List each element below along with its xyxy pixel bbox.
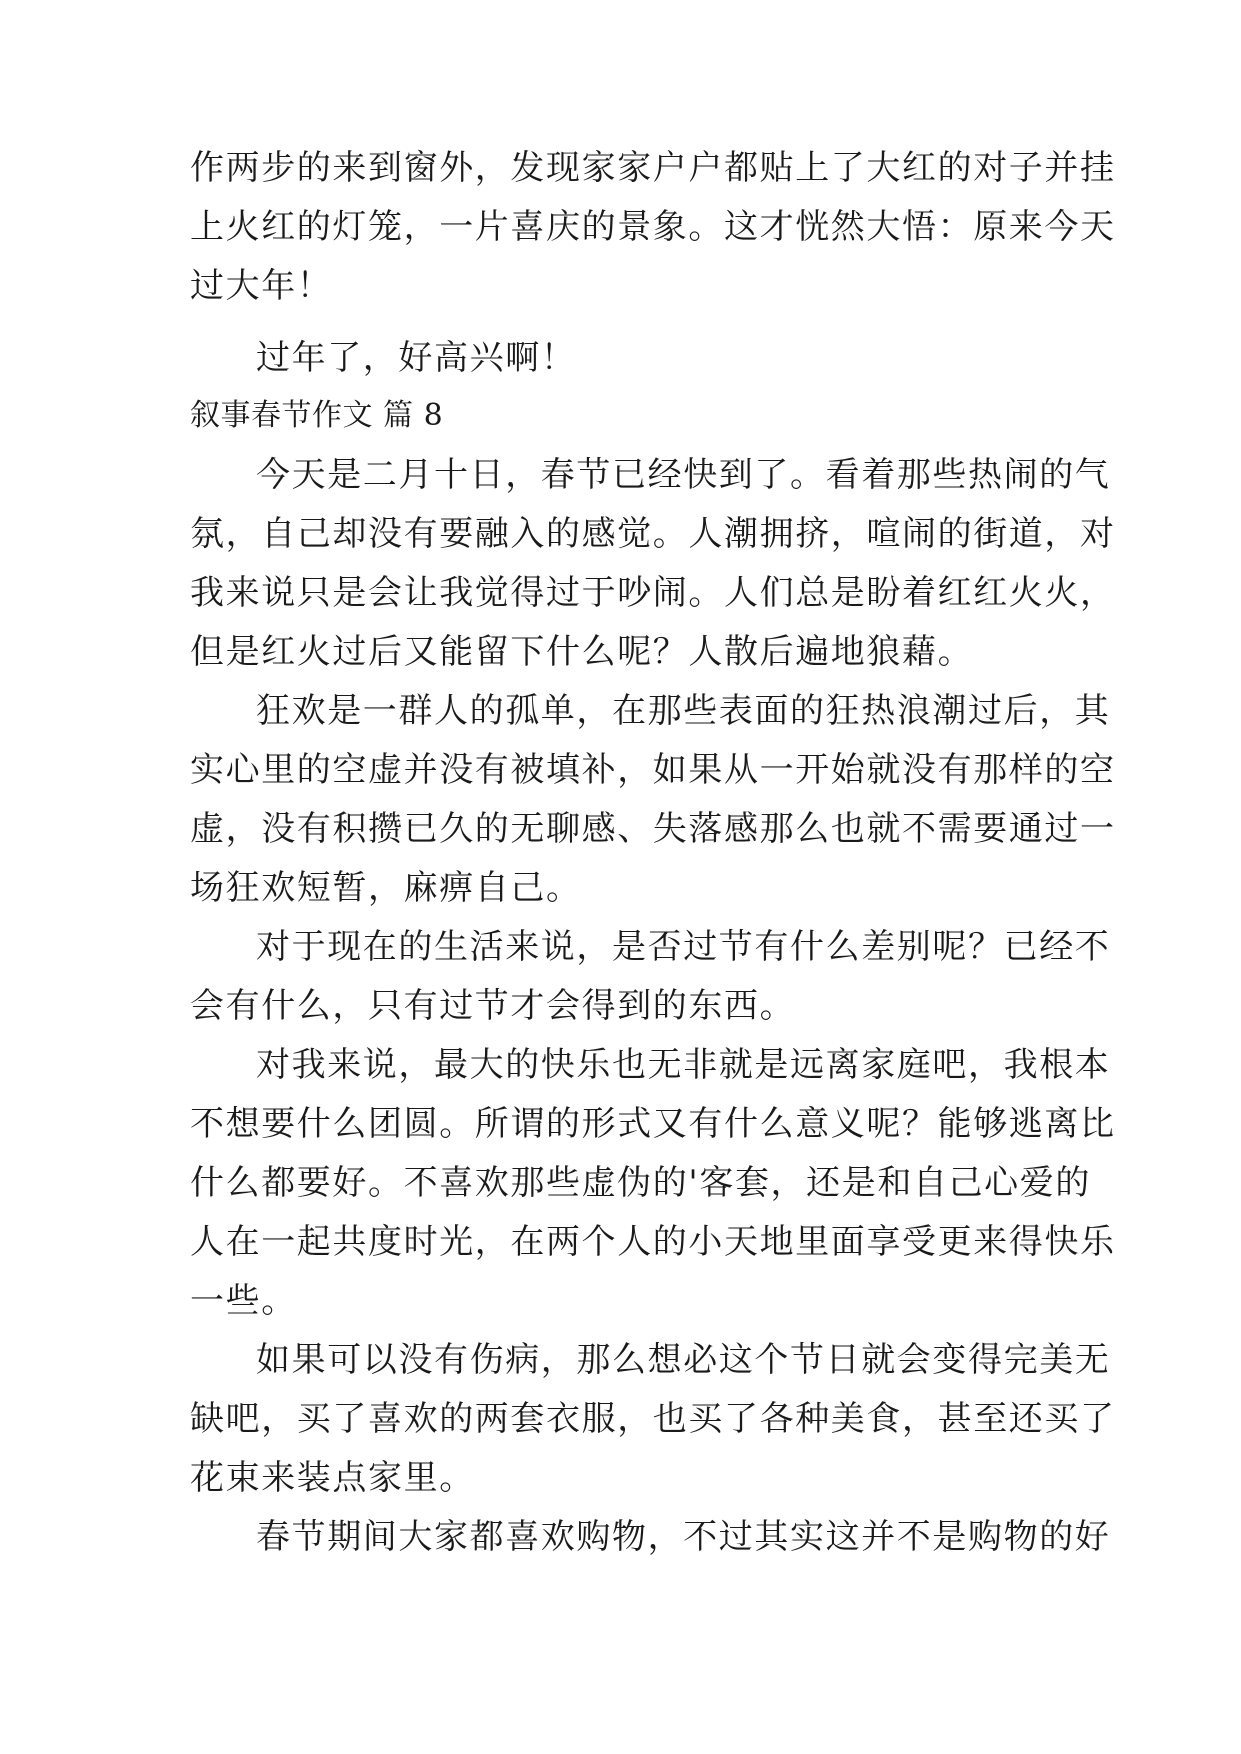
text-line: 我来说只是会让我觉得过于吵闹。人们总是盼着红红火火， [190,573,1116,613]
text-line: 氛，自己却没有要融入的感觉。人潮拥挤，喧闹的街道，对 [190,514,1116,554]
text-line: 上火红的灯笼，一片喜庆的景象。这才恍然大悟：原来今天 [190,207,1116,247]
text-line: 对我来说，最大的快乐也无非就是远离家庭吧，我根本 [256,1045,1111,1085]
text-line: 如果可以没有伤病，那么想必这个节日就会变得完美无 [256,1340,1111,1380]
text-line: 对于现在的生活来说，是否过节有什么差别呢？已经不 [256,927,1111,967]
text-line: 狂欢是一群人的孤单，在那些表面的狂热浪潮过后，其 [256,691,1111,731]
text-line: 实心里的空虚并没有被填补，如果从一开始就没有那样的空 [190,750,1116,790]
text-line: 人在一起共度时光，在两个人的小天地里面享受更来得快乐 [190,1222,1116,1262]
text-line: 不想要什么团圆。所谓的形式又有什么意义呢？能够逃离比 [190,1104,1116,1144]
text-line: 什么都要好。不喜欢那些虚伪的'客套，还是和自己心爱的 [190,1163,1091,1203]
text-line: 一些。 [190,1281,297,1321]
text-line: 花束来装点家里。 [190,1458,475,1498]
text-line: 今天是二月十日，春节已经快到了。看着那些热闹的气 [256,455,1111,495]
text-line: 春节期间大家都喜欢购物，不过其实这并不是购物的好 [256,1517,1111,1557]
text-line: 作两步的来到窗外，发现家家户户都贴上了大红的对子并挂 [190,148,1116,188]
text-line: 会有什么，只有过节才会得到的东西。 [190,986,796,1026]
text-line: 过年了，好高兴啊！ [256,338,577,378]
text-line: 缺吧，买了喜欢的两套衣服，也买了各种美食，甚至还买了 [190,1399,1116,1439]
section-heading: 叙事春节作文 篇 8 [190,398,444,433]
text-line: 过大年！ [190,266,333,306]
text-line: 场狂欢短暂，麻痹自己。 [190,868,582,908]
text-line: 虚，没有积攒已久的无聊感、失落感那么也就不需要通过一 [190,809,1116,849]
text-line: 但是红火过后又能留下什么呢？人散后遍地狼藉。 [190,632,974,672]
